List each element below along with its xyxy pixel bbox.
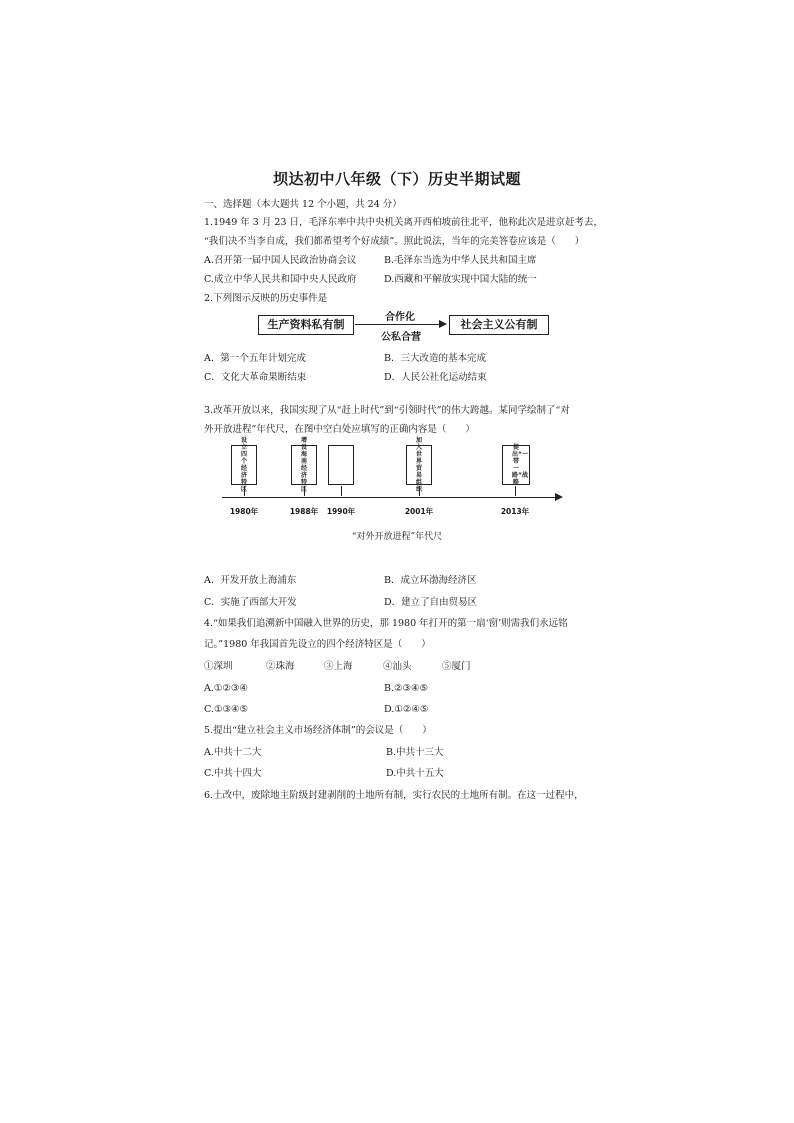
q3-stem-line1: 3.改革开放以来，我国实现了从“赶上时代”到“引领时代”的伟大跨越。某同学绘制了“对 xyxy=(204,405,570,416)
q2-arrow-head-icon xyxy=(439,320,447,328)
q1-option-c: C.成立中华人民共和国中央人民政府 xyxy=(204,274,357,285)
q4-item-1: ①深圳 xyxy=(204,661,233,672)
q4-item-2: ②珠海 xyxy=(266,661,295,672)
q4-item-3: ③上海 xyxy=(324,661,353,672)
q3-stem-line2: 外开放进程”年代尺，在图中空白处应填写的正确内容是（ ） xyxy=(204,424,475,435)
q3-option-c: C．实施了西部大开发 xyxy=(204,597,297,608)
q2-option-c: C．文化大革命果断结束 xyxy=(204,372,307,383)
q2-left-box: 生产资料私有制 xyxy=(258,315,354,335)
q1-stem-line2: “我们决不当李自成，我们都希望考个好成绩”。照此说法，当年的完美答卷应该是（ ） xyxy=(204,236,585,247)
q2-option-d: D．人民公社化运动结束 xyxy=(384,372,487,383)
timeline-box-blank xyxy=(328,445,354,485)
q5-stem: 5.提出“建立社会主义市场经济体制”的会议是（ ） xyxy=(204,725,432,736)
timeline-stem-3 xyxy=(341,486,342,496)
timeline-year-5: 2013年 xyxy=(500,507,530,516)
q2-arrow-label-top: 合作化 xyxy=(385,312,415,323)
q2-option-b: B．三大改造的基本完成 xyxy=(384,353,486,364)
q3-caption: “对外开放进程”年代尺 xyxy=(351,532,443,542)
timeline-box-2013: 提出“一带一路”战略 xyxy=(502,445,530,485)
q4-item-5: ⑤厦门 xyxy=(442,661,471,672)
q2-stem: 2.下列图示反映的历史事件是 xyxy=(204,293,328,304)
timeline-box-1980: 设立四个经济特区 xyxy=(231,445,257,485)
q4-option-b: B.②③④⑤ xyxy=(384,683,429,694)
timeline-year-3: 1990年 xyxy=(326,507,356,516)
timeline-year-2: 1988年 xyxy=(289,507,319,516)
q1-option-a: A.召开第一届中国人民政治协商会议 xyxy=(204,255,357,266)
q4-item-4: ④汕头 xyxy=(383,661,412,672)
q6-stem-line1: 6.土改中，废除地主阶级封建剥削的土地所有制，实行农民的土地所有制。在这一过程中， xyxy=(204,790,584,801)
timeline-stem-2 xyxy=(304,486,305,496)
q5-option-b: B.中共十三大 xyxy=(386,747,444,758)
timeline-stem-4 xyxy=(419,486,420,496)
timeline-year-4: 2001年 xyxy=(404,507,434,516)
q5-option-a: A.中共十二大 xyxy=(204,747,262,758)
q4-option-c: C.①③④⑤ xyxy=(204,704,249,715)
timeline-box-1988: 增设海南经济特区 xyxy=(291,445,317,485)
q4-stem-line1: 4.“如果我们追溯新中国融入世界的历史，那 1980 年打开的第一扇‘窗’则需我们永远铭 xyxy=(204,618,568,629)
timeline-year-1: 1980年 xyxy=(229,507,259,516)
q2-arrow-line xyxy=(355,324,439,325)
exam-title: 坝达初中八年级（下）历史半期试题 xyxy=(272,170,521,188)
q2-arrow-label-bottom: 公私合营 xyxy=(381,332,421,343)
q4-option-d: D.①②④⑤ xyxy=(384,704,429,715)
q3-option-a: A．开发开放上海浦东 xyxy=(204,575,297,586)
q1-stem-line1: 1.1949 年 3 月 23 日，毛泽东率中共中央机关离开西柏坡前往北平，他称此次是进京赶考去， xyxy=(204,217,603,228)
q2-right-box: 社会主义公有制 xyxy=(449,315,549,335)
q2-option-a: A．第一个五年计划完成 xyxy=(204,353,306,364)
section-heading: 一、选择题（本大题共 12 个小题，共 24 分） xyxy=(204,199,402,210)
q4-option-a: A.①②③④ xyxy=(204,683,248,694)
q4-stem-line2: 记。”1980 年我国首先设立的四个经济特区是（ ） xyxy=(204,639,431,650)
q5-option-c: C.中共十四大 xyxy=(204,768,262,779)
q1-option-d: D.西藏和平解放实现中国大陆的统一 xyxy=(384,274,537,285)
timeline-arrow-head-icon xyxy=(555,493,563,501)
timeline-axis xyxy=(222,497,556,498)
timeline-box-2001: 加入世界贸易组织 xyxy=(406,445,432,485)
q3-option-b: B．成立环渤海经济区 xyxy=(384,575,477,586)
q3-option-d: D．建立了自由贸易区 xyxy=(384,597,478,608)
timeline-stem-5 xyxy=(515,486,516,496)
q1-option-b: B.毛泽东当选为中华人民共和国主席 xyxy=(384,255,537,266)
q5-option-d: D.中共十五大 xyxy=(386,768,444,779)
timeline-stem-1 xyxy=(244,486,245,496)
